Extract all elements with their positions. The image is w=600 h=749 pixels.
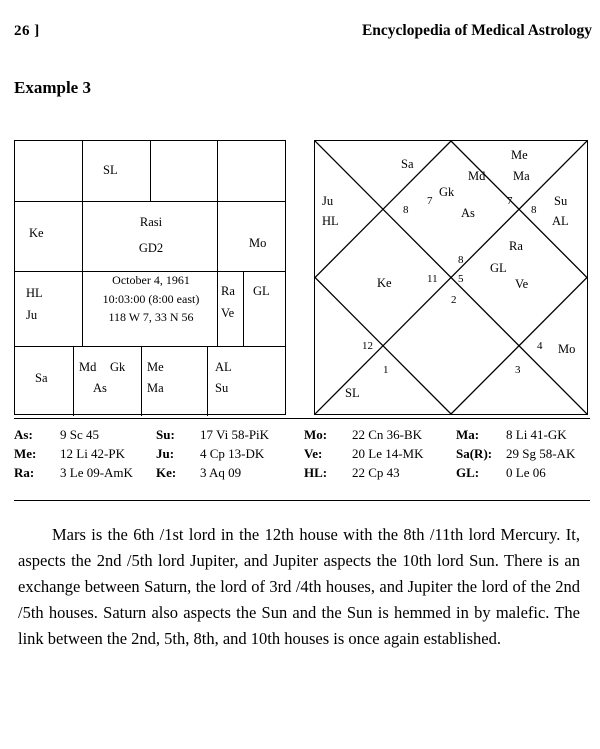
book-title: Encyclopedia of Medical Astrology — [361, 22, 592, 39]
pos-value: 12 Li 42-PK — [60, 445, 125, 461]
bhava-house-11: 11 — [427, 273, 438, 285]
bhava-label-as: As — [461, 206, 475, 220]
pos-label: Ra: — [14, 464, 35, 480]
pos-value: 9 Sc 45 — [60, 426, 99, 442]
rasi-vline-top-3 — [217, 141, 218, 201]
pos-value: 0 Le 06 — [506, 464, 546, 480]
bhava-house-1: 1 — [383, 364, 389, 376]
pos-label: Su: — [156, 426, 175, 442]
rasi-cell-ve: Ve — [221, 306, 235, 320]
pos-value: 29 Sg 58-AK — [506, 445, 576, 461]
bhava-house-8-right: 8 — [531, 204, 537, 216]
divider-below-positions — [14, 500, 590, 501]
rasi-hline-1 — [15, 201, 285, 202]
bhava-house-5: 5 — [458, 273, 464, 285]
bhava-label-gk: Gk — [439, 185, 455, 199]
rasi-time: 10:03:00 (8:00 east) — [102, 291, 200, 306]
bhava-label-md: Md — [468, 169, 486, 183]
bhava-label-ve: Ve — [515, 277, 529, 291]
table-row — [14, 425, 592, 444]
rasi-subtitle: GD2 — [138, 241, 164, 256]
rasi-cell-gl: GL — [253, 284, 270, 298]
rasi-cell-me: Me — [147, 360, 164, 374]
pos-label: Me: — [14, 445, 37, 461]
pos-value: 4 Cp 13-DK — [200, 445, 265, 461]
rasi-cell-ma: Ma — [147, 381, 164, 395]
rasi-cell-ke: Ke — [29, 226, 44, 240]
bhava-label-me: Me — [511, 148, 528, 162]
bhava-label-al: AL — [552, 214, 569, 228]
rasi-chart — [14, 140, 286, 415]
rasi-cell-hl: HL — [26, 286, 43, 300]
bhava-label-mo: Mo — [558, 342, 576, 356]
pos-value: 3 Aq 09 — [200, 464, 242, 480]
rasi-cell-al: AL — [215, 360, 232, 374]
pos-label: Ju: — [156, 445, 175, 461]
bhava-label-ju: Ju — [322, 194, 334, 208]
bhava-house-12: 12 — [362, 340, 373, 352]
page-number: 26 ] — [14, 23, 40, 39]
rasi-cell-ju: Ju — [26, 308, 38, 322]
planet-positions-table — [14, 425, 592, 482]
rasi-vline-top-1 — [82, 141, 83, 201]
pos-label: As: — [14, 426, 33, 442]
bhava-house-8-center: 8 — [458, 254, 464, 266]
bhava-label-sl: SL — [345, 386, 360, 400]
pos-value: 8 Li 41-GK — [506, 426, 567, 442]
rasi-cell-sl: SL — [103, 163, 118, 177]
rasi-vline-bot-1 — [73, 346, 74, 416]
bhava-label-ma: Ma — [513, 169, 530, 183]
rasi-cell-mo: Mo — [249, 236, 267, 250]
pos-label: Ve: — [304, 445, 323, 461]
pos-value: 22 Cn 36-BK — [352, 426, 423, 442]
pos-value: 22 Cp 43 — [352, 464, 400, 480]
section-heading: Example 3 — [14, 78, 91, 97]
pos-value: 20 Le 14-MK — [352, 445, 424, 461]
bhava-house-7-left: 7 — [427, 195, 433, 207]
bhava-house-7-right: 7 — [507, 195, 513, 207]
bhava-house-8-left: 8 — [403, 204, 409, 216]
table-row — [14, 463, 592, 482]
bhava-chart — [314, 140, 588, 415]
rasi-vline-mid-2 — [217, 201, 218, 346]
charts-container — [14, 140, 588, 417]
bhava-label-su: Su — [554, 194, 568, 208]
rasi-place: 118 W 7, 33 N 56 — [108, 310, 194, 325]
bhava-label-gl: GL — [490, 261, 507, 275]
rasi-vline-bot-3 — [207, 346, 208, 416]
rasi-vline-mid-1 — [82, 201, 83, 346]
divider-above-positions — [14, 418, 590, 419]
rasi-cell-as: As — [93, 381, 107, 395]
rasi-vline-bot-2 — [141, 346, 142, 416]
bhava-label-ke: Ke — [377, 276, 392, 290]
page-header — [14, 22, 592, 46]
bhava-label-ra: Ra — [509, 239, 523, 253]
bhava-label-sa: Sa — [401, 157, 414, 171]
rasi-cell-su: Su — [215, 381, 229, 395]
rasi-cell-sa: Sa — [35, 371, 48, 385]
positions-grid — [14, 425, 592, 482]
pos-value: 3 Le 09-AmK — [60, 464, 133, 480]
pos-label: Sa(R): — [456, 445, 493, 461]
rasi-cell-gk: Gk — [110, 360, 126, 374]
bhava-house-2: 2 — [451, 294, 457, 306]
pos-label: Ma: — [456, 426, 480, 442]
table-row — [14, 444, 592, 463]
rasi-vline-top-2 — [150, 141, 151, 201]
pos-value: 17 Vi 58-PiK — [200, 426, 270, 442]
pos-label: Ke: — [156, 464, 177, 480]
rasi-date: October 4, 1961 — [112, 273, 190, 288]
rasi-vline-ra-split — [243, 271, 244, 346]
rasi-cell-md: Md — [79, 360, 97, 374]
pos-label: HL: — [304, 464, 328, 480]
rasi-cell-ra: Ra — [221, 284, 235, 298]
bhava-house-3: 3 — [515, 364, 521, 376]
bhava-label-hl: HL — [322, 214, 339, 228]
bhava-chart-lines — [315, 141, 587, 414]
bhava-house-4: 4 — [537, 340, 543, 352]
body-paragraph: Mars is the 6th /1st lord in the 12th house with the 8th /11th lord Mercury. It, aspects the 2nd /5th lord Jupiter, and Jupiter aspects the 10th lord Sun. There is an exchange between Saturn, the lord of 3rd /4th houses, and Jupiter the lord of the 2nd /5th houses. Saturn also aspects the Sun and the Sun is hemmed in by malefic. The link between the 2nd, 5th, 8th, and 10th houses is once again established. — [18, 525, 580, 649]
pos-label: Mo: — [304, 426, 328, 442]
rasi-title: Rasi — [139, 215, 163, 229]
pos-label: GL: — [456, 464, 480, 480]
rasi-center-info — [85, 207, 217, 347]
